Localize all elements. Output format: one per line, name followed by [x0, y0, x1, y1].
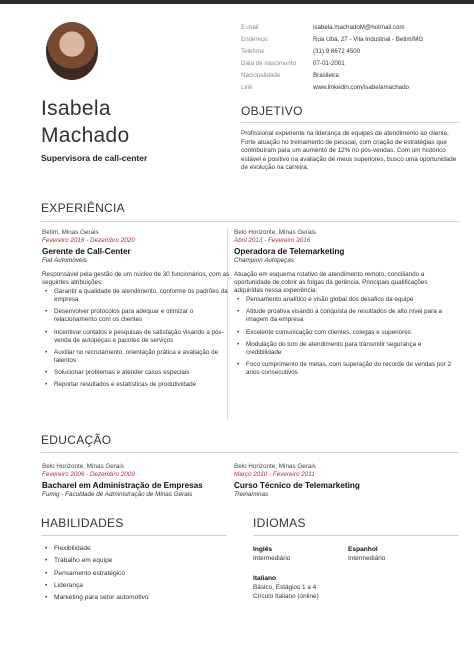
education-location: Belo Horizonte, Minas Gerais: [234, 463, 316, 470]
job-title: Operadora de Telemarketing: [234, 247, 345, 256]
job-bullets: [42, 288, 238, 389]
job-description: Responsável pela gestão de um núcleo de 30 funcionários, com as seguintes atribuições:: [42, 271, 230, 287]
job-bullet: • Solucionar problemas e atender casos especiais: [54, 369, 238, 377]
job-role: Supervisora de call-center: [41, 153, 148, 163]
education-school: Fumig - Faculdade de Administração de Minas Gerais: [42, 491, 193, 498]
education-title: Bacharel em Administração de Empresas: [42, 481, 203, 490]
experience-divider: [41, 221, 459, 222]
education-school: Treinaminas: [234, 491, 269, 498]
job-entry: [42, 229, 238, 393]
objective-text: Profissional experiente na liderança de equipes de atendimento ao cliente. Forte atuação no treinamento de pessoal, com criação de estratégias que contribuíram para um aumento de 12% no pós-vendas. Com um histórico estável e positivo na avaliação de meus superiores, busco uma oportunidade de evolução na carreira.: [241, 130, 457, 172]
skill-item: • Flexibilidade: [54, 543, 222, 555]
job-bullet: • Excelente comunicação com clientes, colegas e superiores: [246, 329, 456, 337]
language-entry: [253, 545, 353, 563]
objective-heading: OBJETIVO: [241, 104, 303, 118]
contact-nationality: Brasileira: [313, 72, 339, 79]
skill-item: • Trabalho em equipe: [54, 555, 222, 567]
job-bullet: • Reportar resultados e estatísticas de produtividade: [54, 381, 238, 389]
education-dates: Março 2010 - Fevereiro 2011: [234, 471, 315, 478]
education-title: Curso Técnico de Telemarketing: [234, 481, 360, 490]
contact-row: [241, 58, 461, 70]
last-name: Machado: [41, 124, 130, 147]
education-dates: Fevereiro 2006 - Dezembro 2009: [42, 471, 135, 478]
contact-label: Data de nascimento: [241, 60, 297, 67]
first-name: Isabela: [41, 97, 111, 120]
contact-phone: (31) 9 8672 4500: [313, 48, 361, 55]
contact-row: [241, 34, 461, 46]
language-name: Espanhol: [348, 546, 378, 553]
experience-heading: EXPERIÊNCIA: [41, 201, 125, 215]
job-bullet: • Pensamento analítico e visão global dos desafios da equipe: [246, 296, 456, 304]
language-course: Círculo Italiano (online): [253, 593, 319, 600]
language-level: Intermediário: [253, 555, 291, 562]
contact-row: [241, 46, 461, 58]
contact-email[interactable]: isabela.machadoM@hotmail.com: [313, 24, 405, 31]
education-divider: [41, 452, 459, 453]
job-bullet: • Garantir a qualidade de atendimento, conforme os padrões da empresa: [54, 288, 238, 304]
contact-label: E-mail: [241, 24, 259, 31]
objective-divider: [241, 122, 459, 123]
profile-photo: [46, 22, 98, 80]
education-entry: [42, 463, 228, 499]
contact-label: Telefone: [241, 48, 265, 55]
language-name: Italiano: [253, 575, 277, 582]
job-bullet: • Auxiliar no recrutamento, orientação prática e avaliação de talentos: [54, 349, 238, 365]
contact-link[interactable]: www.linkedin.com/isabelamachado: [313, 84, 409, 91]
contact-address: Rua Ubá, 27 - Vila Industrial - Betim/MG: [313, 36, 424, 43]
contact-row: [241, 82, 461, 94]
top-border: [0, 0, 474, 4]
skill-item: • Pensamento estratégico: [54, 568, 222, 580]
education-entry: [234, 463, 456, 499]
skills-list: [42, 543, 222, 604]
language-entry: [348, 545, 448, 563]
skills-divider: [41, 535, 227, 536]
language-name: Inglês: [253, 546, 273, 553]
job-location: Betim, Minas Gerais: [42, 229, 99, 236]
contact-birthdate: 07-01-2001: [313, 60, 345, 67]
job-dates: Abril 2013 - Fevereiro 2016: [234, 237, 311, 244]
education-heading: EDUCAÇÃO: [41, 433, 112, 447]
languages-heading: IDIOMAS: [253, 516, 306, 530]
job-company: Champion Autopeças: [234, 257, 294, 264]
job-bullet: • Foco cumprimento de metas, com superação do recorde de vendas por 2 anos consecutivos: [246, 361, 456, 377]
job-bullet: • Desenvolver protocolos para adequar e otimizar o relacionamento com os clientes: [54, 308, 238, 324]
contact-row: [241, 22, 461, 34]
job-bullets: [234, 296, 456, 377]
job-company: Fiat Automóveis: [42, 257, 87, 264]
contact-block: [241, 22, 461, 94]
job-dates: Fevereiro 2016 - Dezembro 2020: [42, 237, 135, 244]
skills-heading: HABILIDADES: [41, 516, 124, 530]
job-bullet: • Atitude proativa visando a conquista de resultados de alto nível para a imagem da empresa: [246, 308, 456, 324]
contact-label: Nacionalidade: [241, 72, 281, 79]
languages-divider: [253, 535, 459, 536]
job-location: Belo Horizonte, Minas Gerais: [234, 229, 316, 236]
language-level: Básico, Estágios 1 a 4: [253, 584, 317, 591]
job-title: Gerente de Call-Center: [42, 247, 131, 256]
job-entry: [234, 229, 456, 381]
contact-row: [241, 70, 461, 82]
education-location: Belo Horizonte, Minas Gerais: [42, 463, 124, 470]
skill-item: • Liderança: [54, 580, 222, 592]
contact-label: Link: [241, 84, 253, 91]
job-description: Atuação em esquema rotativo de atendimento remoto, conciliando a oportunidade de cobrir as folgas da gerência. Principais qualificações adquiridas nessa experiência:: [234, 271, 428, 295]
contact-label: Endereço: [241, 36, 268, 43]
language-entry: [253, 574, 393, 601]
language-level: Intermediário: [348, 555, 386, 562]
skill-item: • Marketing para setor automotivo: [54, 592, 222, 604]
job-bullet: • Incentivar contatos e pesquisas de satisfação visando a pós-venda de autopeças e pacotes de serviços: [54, 329, 238, 345]
job-bullet: • Modulação do tom de atendimento para transmitir segurança e credibilidade: [246, 341, 456, 357]
